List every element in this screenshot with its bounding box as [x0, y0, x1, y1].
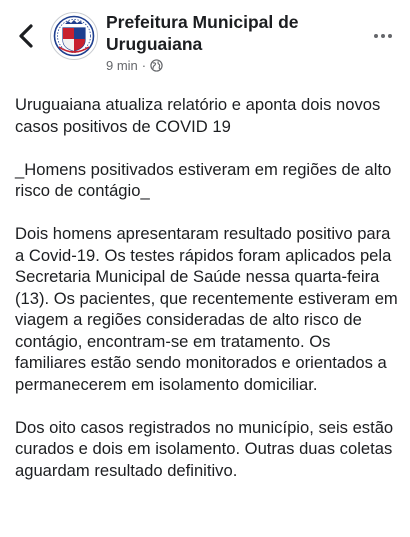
back-button[interactable]	[12, 20, 40, 52]
post-subheadline: _Homens positivados estiveram em regiões de alto risco de contágio_	[15, 159, 392, 200]
page-name-link[interactable]: Prefeitura Municipal de Uruguaiana	[106, 12, 299, 54]
post-paragraph: Dos oito casos registrados no município, seis estão curados e dois em isolamento. Outras duas coletas aguardam resultado definitivo.	[15, 417, 394, 480]
post-header	[0, 0, 410, 80]
post-meta	[106, 58, 163, 73]
more-options-button[interactable]	[368, 26, 398, 46]
post-paragraph: Dois homens apresentaram resultado positivo para a Covid-19. Os testes rápidos foram aplicados pela Secretaria Municipal de Saúde nessa quarta-feira (13). Os pacientes, que recentemente estiveram em viagem a regiões consideradas de alto risco de contágio, encontram-se em tratamento. Os familiares estão sendo monitorados e orientados a permanecerem em isolamento domiciliar.	[15, 224, 398, 394]
more-horizontal-icon	[374, 34, 378, 38]
post-text	[15, 94, 403, 503]
post-time[interactable]: 9 min	[106, 58, 138, 73]
post-headline: Uruguaiana atualiza relatório e aponta dois novos casos positivos de COVID 19	[15, 95, 381, 136]
page-avatar[interactable]	[50, 12, 98, 60]
meta-separator: ·	[141, 58, 147, 73]
globe-icon[interactable]	[150, 59, 163, 72]
chevron-left-icon	[18, 24, 34, 48]
municipal-seal-logo	[51, 13, 97, 59]
